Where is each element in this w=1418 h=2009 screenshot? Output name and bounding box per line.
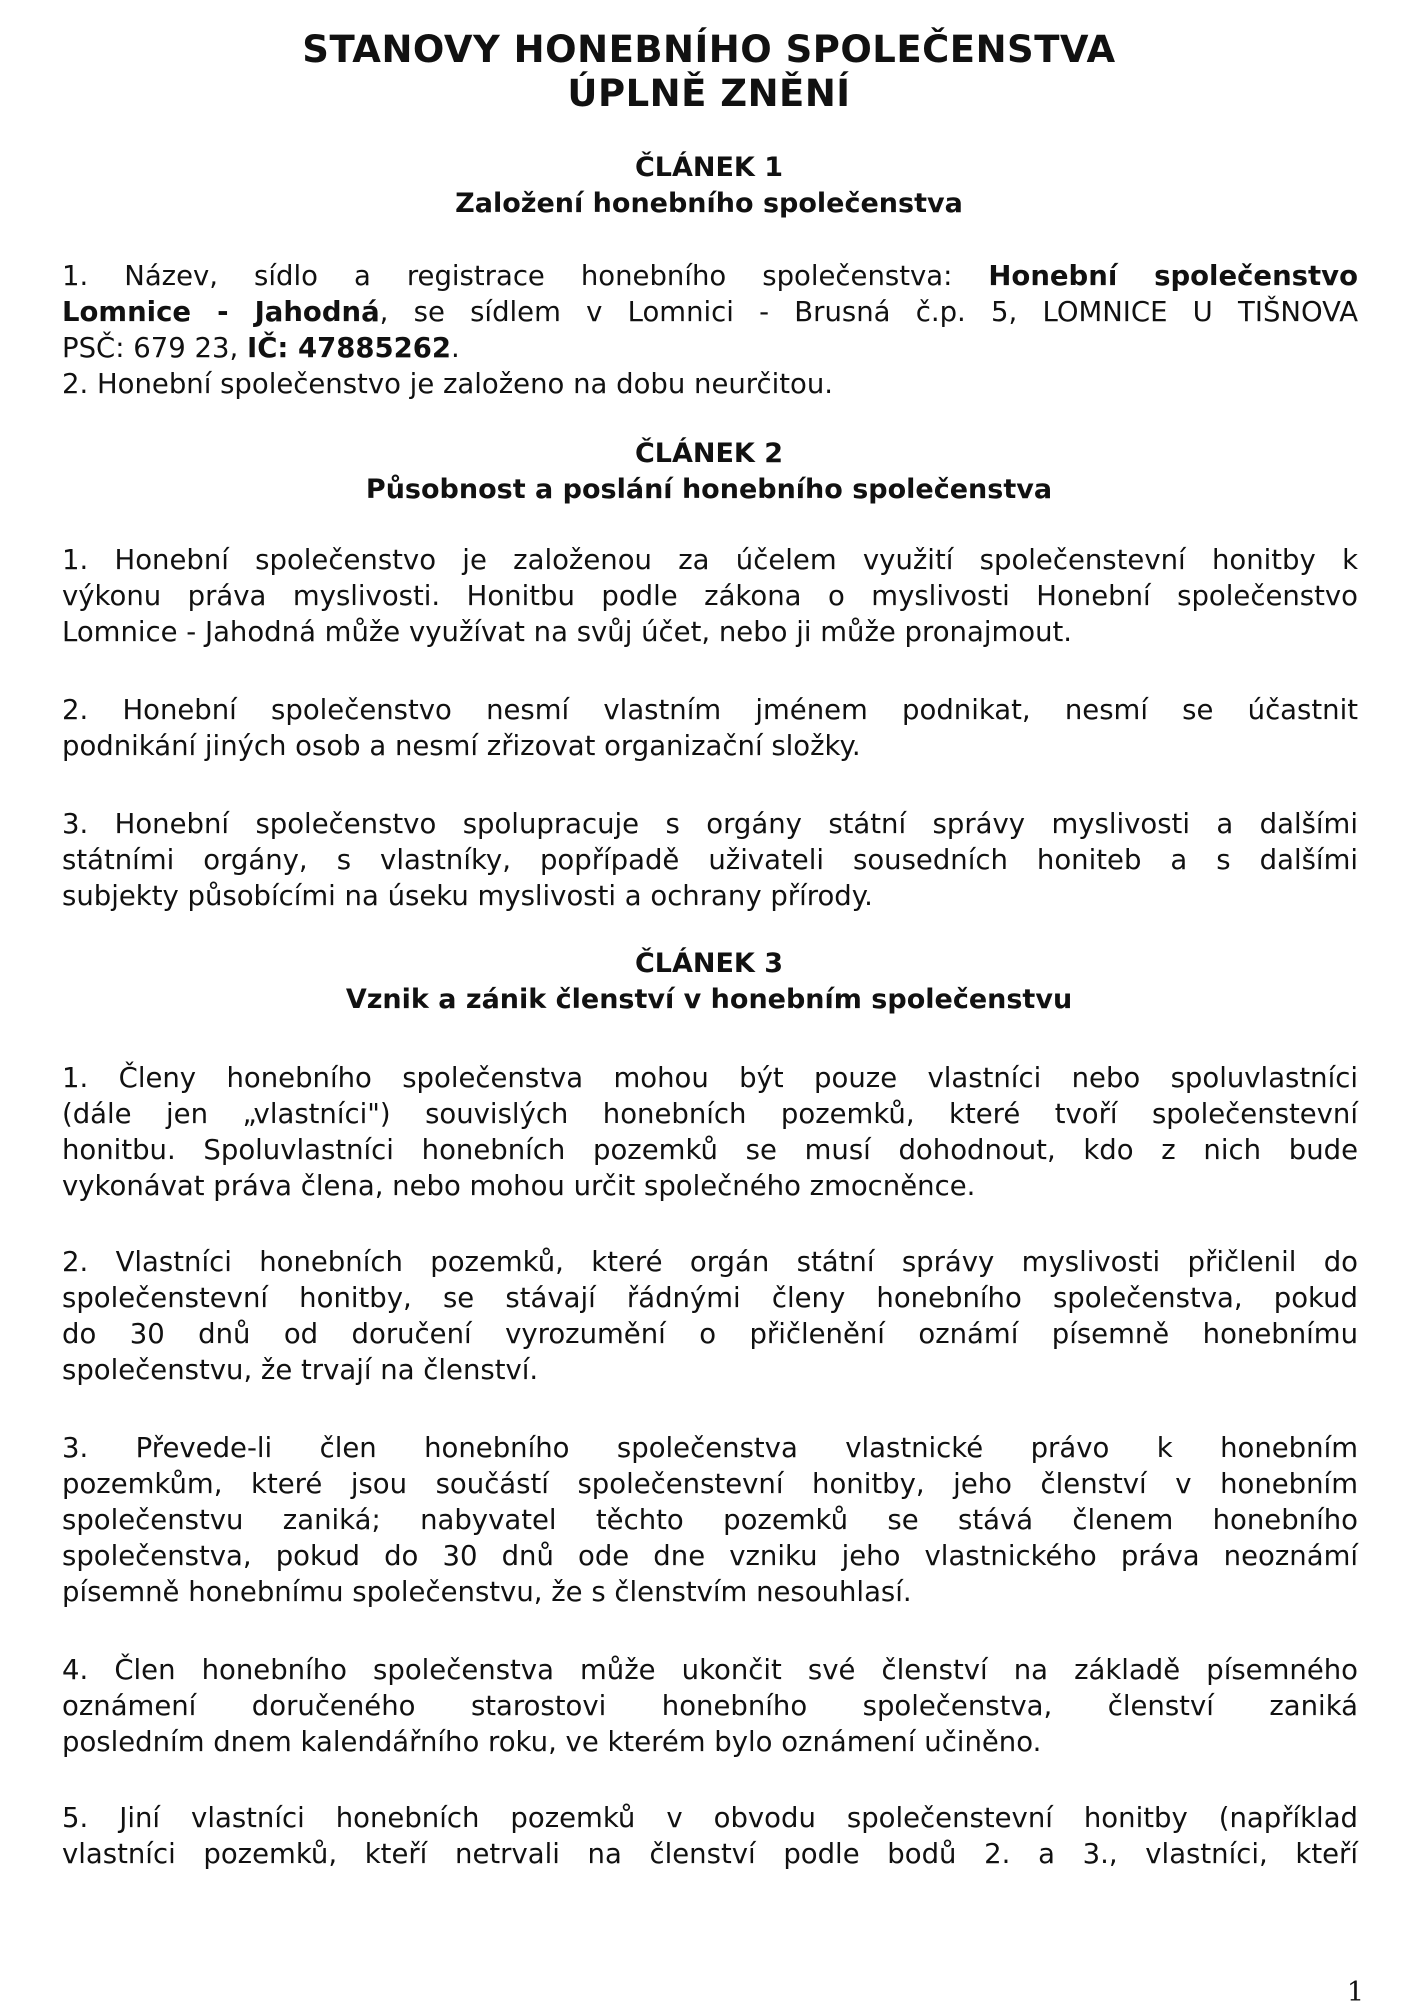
article-1-subheading: Založení honebního společenstva [455, 188, 963, 219]
article-1-paragraph-2-line: 2. Honební společenstvo je založeno na dobu neurčitou. [62, 368, 834, 400]
article-2-heading: ČLÁNEK 2 [634, 438, 784, 469]
article-3-paragraph-1-line: vykonávat práva člena, nebo mohou určit společného zmocněnce. [62, 1170, 976, 1202]
article-3-subheading: Vznik a zánik členství v honebním společenstvu [345, 984, 1073, 1015]
article-1-paragraph-1-line [62, 294, 1358, 330]
article-3-paragraph-4-line: oznámení doručeného starostovi honebního společenstva, členství zaniká [62, 1690, 1358, 1722]
article-3-paragraph-2-line: 2. Vlastníci honebních pozemků, které orgán státní správy myslivosti přičlenil do [62, 1246, 1358, 1278]
article-2-paragraph-2-line: podnikání jiných osob a nesmí zřizovat organizační složky. [62, 730, 861, 762]
article-3-paragraph-3-line: 3. Převede-li člen honebního společenstva vlastnické právo k honebním [62, 1432, 1358, 1464]
article-1-paragraph-1-line [62, 258, 1358, 294]
company-id: IČ: 47885262 [246, 332, 452, 364]
article-3-paragraph-1-line: 1. Členy honebního společenstva mohou být pouze vlastníci nebo spoluvlastníci [62, 1062, 1358, 1094]
article-2-paragraph-2-line: 2. Honební společenstvo nesmí vlastním jménem podnikat, nesmí se účastnit [62, 694, 1358, 726]
society-name-cont: Lomnice - Jahodná [62, 296, 380, 328]
text-span: PSČ: 679 23, [62, 332, 247, 364]
article-1-paragraph-1-line [62, 330, 1358, 366]
document-title: STANOVY HONEBNÍHO SPOLEČENSTVA [302, 28, 1116, 71]
article-3-paragraph-3-line: písemně honebnímu společenstvu, že s členstvím nesouhlasí. [62, 1576, 912, 1608]
article-1-heading: ČLÁNEK 1 [634, 152, 784, 183]
text-span: . [451, 332, 460, 364]
article-3-paragraph-2-line: společenstvu, že trvají na členství. [62, 1354, 539, 1386]
article-3-paragraph-2-line: společenstevní honitby, se stávají řádnými členy honebního společenstva, pokud [62, 1282, 1358, 1314]
article-3-paragraph-3-line: společenstvu zaniká; nabyvatel těchto pozemků se stává členem honebního [62, 1504, 1358, 1536]
article-3-heading: ČLÁNEK 3 [634, 948, 784, 979]
article-3-paragraph-3-line: společenstva, pokud do 30 dnů ode dne vzniku jeho vlastnického práva neoznámí [62, 1540, 1358, 1572]
article-3-paragraph-4-line: posledním dnem kalendářního roku, ve kterém bylo oznámení učiněno. [62, 1726, 1042, 1758]
article-2-paragraph-1-line: Lomnice - Jahodná může využívat na svůj účet, nebo ji může pronajmout. [62, 616, 1073, 648]
article-3-paragraph-1-line: (dále jen „vlastníci") souvislých honebních pozemků, které tvoří společenstevní [62, 1098, 1358, 1130]
article-3-paragraph-4-line: 4. Člen honebního společenstva může ukončit své členství na základě písemného [62, 1654, 1358, 1686]
article-3-paragraph-5-line: 5. Jiní vlastníci honebních pozemků v obvodu společenstevní honitby (například [62, 1802, 1358, 1834]
article-3-paragraph-5-line: vlastníci pozemků, kteří netrvali na členství podle bodů 2. a 3., vlastníci, kteří [62, 1838, 1358, 1870]
article-3-paragraph-3-line: pozemkům, které jsou součástí společenstevní honitby, jeho členství v honebním [62, 1468, 1358, 1500]
page-number: 1 [1346, 1977, 1364, 2008]
article-2-paragraph-1-line: výkonu práva myslivosti. Honitbu podle zákona o myslivosti Honební společenstvo [62, 580, 1358, 612]
article-2-subheading: Působnost a poslání honebního společenstva [365, 474, 1053, 505]
article-2-paragraph-3-line: státními orgány, s vlastníky, popřípadě uživateli sousedních honiteb a s dalšími [62, 844, 1358, 876]
document-subtitle: ÚPLNĚ ZNĚNÍ [567, 72, 851, 115]
article-2-paragraph-3-line: subjekty působícími na úseku myslivosti a ochrany přírody. [62, 880, 873, 912]
article-3-paragraph-1-line: honitbu. Spoluvlastníci honebních pozemků se musí dohodnout, kdo z nich bude [62, 1134, 1358, 1166]
text-span: , se sídlem v Lomnici - Brusná č.p. 5, LOMNICE U TIŠNOVA [379, 296, 1359, 328]
article-2-paragraph-3-line: 3. Honební společenstvo spolupracuje s orgány státní správy myslivosti a dalšími [62, 808, 1358, 840]
article-2-paragraph-1-line: 1. Honební společenstvo je založenou za účelem využití společenstevní honitby k [62, 544, 1358, 576]
text-span: 1. Název, sídlo a registrace honebního společenstva: [62, 260, 989, 292]
article-3-paragraph-2-line: do 30 dnů od doručení vyrozumění o přičlenění oznámí písemně honebnímu [62, 1318, 1358, 1350]
society-name: Honební společenstvo [988, 260, 1358, 292]
